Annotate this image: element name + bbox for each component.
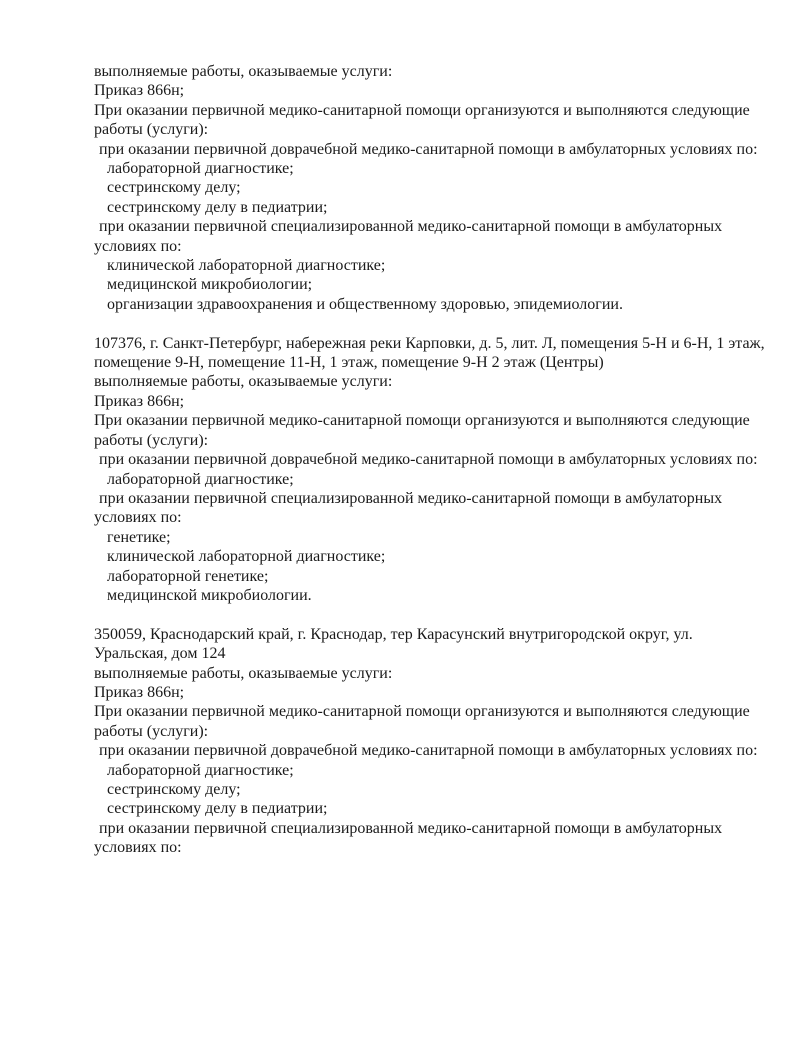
address-paragraph: 350059, Краснодарский край, г. Краснодар, тер Карасунский внутригородской округ, ул. Уральская, дом 124	[94, 625, 693, 663]
text-paragraph: лабораторной диагностике;	[107, 160, 294, 178]
text-paragraph: сестринскому делу;	[107, 179, 241, 197]
text-paragraph: медицинской микробиологии.	[107, 586, 312, 604]
text-paragraph: сестринскому делу в педиатрии;	[107, 800, 328, 818]
text-paragraph: лабораторной генетике;	[107, 567, 269, 585]
text-paragraph: медицинской микробиологии;	[107, 276, 313, 294]
text-paragraph: при оказании первичной специализированной медико-санитарной помощи в амбулаторных условиях по:	[94, 489, 723, 527]
text-paragraph: генетике;	[107, 528, 171, 546]
text-paragraph: Приказ 866н;	[94, 392, 185, 410]
text-paragraph: При оказании первичной медико-санитарной помощи организуются и выполняются следующие работы (услуги):	[94, 101, 750, 139]
license-section-krasnodar-uralskaya	[94, 625, 766, 858]
text-paragraph: выполняемые работы, оказываемые услуги:	[94, 664, 393, 682]
text-paragraph: клинической лабораторной диагностике;	[107, 257, 386, 275]
text-paragraph: выполняемые работы, оказываемые услуги:	[94, 63, 393, 80]
text-paragraph: клинической лабораторной диагностике;	[107, 548, 386, 566]
text-paragraph: при оказании первичной специализированной медико-санитарной помощи в амбулаторных условиях по:	[94, 218, 723, 255]
text-paragraph: при оказании первичной доврачебной медико-санитарной помощи в амбулаторных условиях по:	[99, 742, 758, 760]
license-text-block	[94, 62, 766, 858]
text-paragraph: при оказании первичной доврачебной медико-санитарной помощи в амбулаторных условиях по:	[99, 140, 758, 158]
text-paragraph: лабораторной диагностике;	[107, 470, 294, 488]
text-paragraph: сестринскому делу;	[107, 781, 241, 798]
text-paragraph: при оказании первичной доврачебной медико-санитарной помощи в амбулаторных условиях по:	[99, 451, 758, 469]
text-paragraph: При оказании первичной медико-санитарной помощи организуются и выполняются следующие работы (услуги):	[94, 703, 750, 740]
license-section-spb-karpovki	[94, 334, 766, 606]
license-section-continued	[94, 62, 766, 314]
address-paragraph: 107376, г. Санкт-Петербург, набережная реки Карповки, д. 5, лит. Л, помещения 5-Н и 6-Н, 1 этаж, помещение 9-Н, помещение 11-Н, 1 этаж, помещение 9-Н 2 этаж (Центры)	[94, 334, 765, 372]
text-paragraph: При оказании первичной медико-санитарной помощи организуются и выполняются следующие работы (услуги):	[94, 412, 750, 449]
text-paragraph: Приказ 866н;	[94, 82, 185, 100]
text-paragraph: сестринскому делу в педиатрии;	[107, 198, 328, 216]
text-paragraph: лабораторной диагностике;	[107, 761, 294, 779]
text-paragraph: выполняемые работы, оказываемые услуги:	[94, 373, 393, 391]
text-paragraph: организации здравоохранения и общественному здоровью, эпидемиологии.	[107, 295, 623, 313]
text-paragraph: при оказании первичной специализированной медико-санитарной помощи в амбулаторных условиях по:	[94, 819, 723, 857]
text-paragraph: Приказ 866н;	[94, 683, 185, 701]
